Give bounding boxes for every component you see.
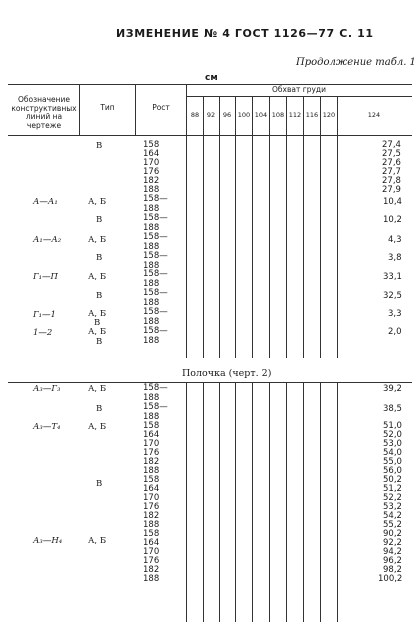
height-cell: 158— bbox=[143, 383, 168, 393]
height-cell: 158 bbox=[143, 529, 160, 539]
height-cell: 182 bbox=[143, 511, 160, 521]
height-cell: 164 bbox=[143, 538, 160, 548]
height-header: Рост bbox=[152, 103, 170, 112]
unit-label: см bbox=[205, 73, 218, 83]
height-cell: 182 bbox=[143, 565, 160, 575]
value-cell: 52,2 bbox=[383, 493, 402, 503]
height-cell: 188 bbox=[143, 279, 160, 289]
height-cell: 188 bbox=[143, 204, 160, 214]
table-continuation-title: Продолжение табл. 1 bbox=[296, 57, 416, 68]
value-cell: 32,5 bbox=[383, 291, 402, 301]
type-cell: А, Б bbox=[88, 536, 107, 546]
value-cell: 98,2 bbox=[383, 565, 402, 575]
size-divider bbox=[286, 96, 287, 358]
value-cell: 3,8 bbox=[388, 253, 402, 263]
height-cell: 176 bbox=[143, 556, 160, 566]
height-cell: 158— bbox=[143, 194, 168, 204]
height-cell: 158— bbox=[143, 402, 168, 412]
height-cell: 158— bbox=[143, 288, 168, 298]
height-cell: 188 bbox=[143, 223, 160, 233]
value-cell: 10,4 bbox=[383, 197, 402, 207]
line-label: Г₁—1 bbox=[33, 310, 56, 320]
height-cell: 182 bbox=[143, 457, 160, 467]
height-cell: 188 bbox=[143, 393, 160, 403]
value-cell: 10,2 bbox=[383, 215, 402, 225]
value-cell: 27,5 bbox=[382, 149, 401, 159]
size-divider bbox=[337, 382, 338, 622]
value-cell: 54,0 bbox=[383, 448, 402, 458]
height-cell: 188 bbox=[143, 336, 160, 346]
size-divider bbox=[303, 382, 304, 622]
height-cell: 176 bbox=[143, 448, 160, 458]
size-112: 112 bbox=[288, 111, 302, 119]
type-cell: В bbox=[96, 215, 103, 225]
size-100: 100 bbox=[237, 111, 251, 119]
value-cell: 38,5 bbox=[383, 404, 402, 414]
size-divider bbox=[320, 96, 321, 358]
value-cell: 50,2 bbox=[383, 475, 402, 485]
type-cell: А, Б bbox=[88, 422, 107, 432]
height-cell: 158— bbox=[143, 326, 168, 336]
size-92: 92 bbox=[206, 111, 216, 119]
page-header: ИЗМЕНЕНИЕ № 4 ГОСТ 1126—77 С. 11 bbox=[116, 27, 374, 40]
size-divider bbox=[235, 382, 236, 622]
value-cell: 90,2 bbox=[383, 529, 402, 539]
height-cell: 158— bbox=[143, 232, 168, 242]
height-cell: 164 bbox=[143, 484, 160, 494]
size-divider bbox=[252, 382, 253, 622]
size-divider bbox=[286, 382, 287, 622]
value-cell: 4,3 bbox=[388, 235, 402, 245]
value-cell: 27,6 bbox=[382, 158, 401, 168]
size-120: 120 bbox=[322, 111, 336, 119]
height-cell: 188 bbox=[143, 298, 160, 308]
value-cell: 27,8 bbox=[382, 176, 401, 186]
line-label: А₃—Г₃ bbox=[33, 384, 61, 394]
table-top-rule bbox=[8, 84, 412, 85]
value-cell: 54,2 bbox=[383, 511, 402, 521]
value-cell: 92,2 bbox=[383, 538, 402, 548]
value-cell: 39,2 bbox=[383, 384, 402, 394]
section-top-rule bbox=[8, 382, 412, 383]
type-cell: А, Б bbox=[88, 197, 107, 207]
height-cell: 158 bbox=[143, 140, 160, 150]
size-divider bbox=[303, 96, 304, 358]
line-label: А₁—А₂ bbox=[33, 235, 62, 245]
value-cell: 94,2 bbox=[383, 547, 402, 557]
height-cell: 158— bbox=[143, 307, 168, 317]
type-header: Тип bbox=[100, 103, 115, 112]
header-bottom-rule bbox=[8, 135, 412, 136]
height-cell: 170 bbox=[143, 493, 160, 503]
height-cell: 170 bbox=[143, 547, 160, 557]
value-cell: 33,1 bbox=[383, 272, 402, 282]
height-cell: 158— bbox=[143, 251, 168, 261]
size-88: 88 bbox=[190, 111, 200, 119]
value-cell: 27,4 bbox=[382, 140, 401, 150]
value-cell: 53,0 bbox=[383, 439, 402, 449]
height-cell: 188 bbox=[143, 574, 160, 584]
value-cell: 2,0 bbox=[388, 327, 402, 337]
line-label: А₃—Н₄ bbox=[33, 536, 63, 546]
value-cell: 53,2 bbox=[383, 502, 402, 512]
designation-header: Обозначение конструктивных линий на чертеже bbox=[11, 95, 77, 130]
type-cell: А, Б bbox=[88, 384, 107, 394]
value-cell: 100,2 bbox=[378, 574, 403, 584]
size-divider bbox=[235, 96, 236, 358]
size-divider bbox=[269, 96, 270, 358]
height-cell: 188 bbox=[143, 412, 160, 422]
size-108: 108 bbox=[271, 111, 285, 119]
line-label: А—А₁ bbox=[33, 197, 58, 207]
height-cell: 158 bbox=[143, 475, 160, 485]
size-divider bbox=[320, 382, 321, 622]
type-cell: А, Б bbox=[88, 235, 107, 245]
height-cell: 176 bbox=[143, 502, 160, 512]
size-divider bbox=[219, 96, 220, 358]
height-cell: 188 bbox=[143, 185, 160, 195]
height-cell: 170 bbox=[143, 439, 160, 449]
col-divider-3 bbox=[186, 84, 187, 358]
height-cell: 188 bbox=[143, 242, 160, 252]
value-cell: 51,2 bbox=[383, 484, 402, 494]
value-cell: 96,2 bbox=[383, 556, 402, 566]
height-cell: 158— bbox=[143, 269, 168, 279]
value-cell: 52,0 bbox=[383, 430, 402, 440]
height-cell: 188 bbox=[143, 261, 160, 271]
type-cell: В bbox=[96, 404, 103, 414]
line-label: 1—2 bbox=[33, 328, 53, 338]
line-label: Г₁—П bbox=[33, 272, 58, 282]
type-cell: В bbox=[96, 141, 103, 151]
value-cell: 55,2 bbox=[383, 520, 402, 530]
size-divider bbox=[203, 96, 204, 358]
height-cell: 188 bbox=[143, 317, 160, 327]
type-cell: А, Б bbox=[88, 272, 107, 282]
type-cell: В bbox=[96, 253, 103, 263]
type-cell: В bbox=[96, 337, 103, 347]
height-cell: 164 bbox=[143, 430, 160, 440]
value-cell: 3,3 bbox=[388, 309, 402, 319]
type-cell: А, Б bbox=[88, 309, 107, 319]
value-cell: 56,0 bbox=[383, 466, 402, 476]
height-cell: 182 bbox=[143, 176, 160, 186]
type-cell: В bbox=[94, 318, 101, 328]
section-title: Полочка (черт. 2) bbox=[182, 368, 272, 379]
line-label: А₃—Т₄ bbox=[33, 422, 61, 432]
height-cell: 176 bbox=[143, 167, 160, 177]
value-cell: 51,0 bbox=[383, 421, 402, 431]
girth-header: Обхват груди bbox=[272, 85, 326, 94]
size-divider bbox=[337, 96, 338, 358]
size-divider bbox=[219, 382, 220, 622]
height-cell: 158 bbox=[143, 421, 160, 431]
size-divider bbox=[252, 96, 253, 358]
type-cell: А, Б bbox=[88, 327, 107, 337]
height-cell: 188 bbox=[143, 520, 160, 530]
type-cell: В bbox=[96, 291, 103, 301]
height-cell: 164 bbox=[143, 149, 160, 159]
height-cell: 188 bbox=[143, 466, 160, 476]
height-cell: 158— bbox=[143, 213, 168, 223]
col-divider-3b bbox=[186, 382, 187, 622]
size-divider bbox=[269, 382, 270, 622]
size-124: 124 bbox=[367, 111, 381, 119]
size-104: 104 bbox=[254, 111, 268, 119]
size-96: 96 bbox=[222, 111, 232, 119]
type-cell: В bbox=[96, 479, 103, 489]
height-cell: 170 bbox=[143, 158, 160, 168]
size-116: 116 bbox=[305, 111, 319, 119]
value-cell: 55,0 bbox=[383, 457, 402, 467]
value-cell: 27,7 bbox=[382, 167, 401, 177]
value-cell: 27,9 bbox=[382, 185, 401, 195]
size-divider bbox=[203, 382, 204, 622]
